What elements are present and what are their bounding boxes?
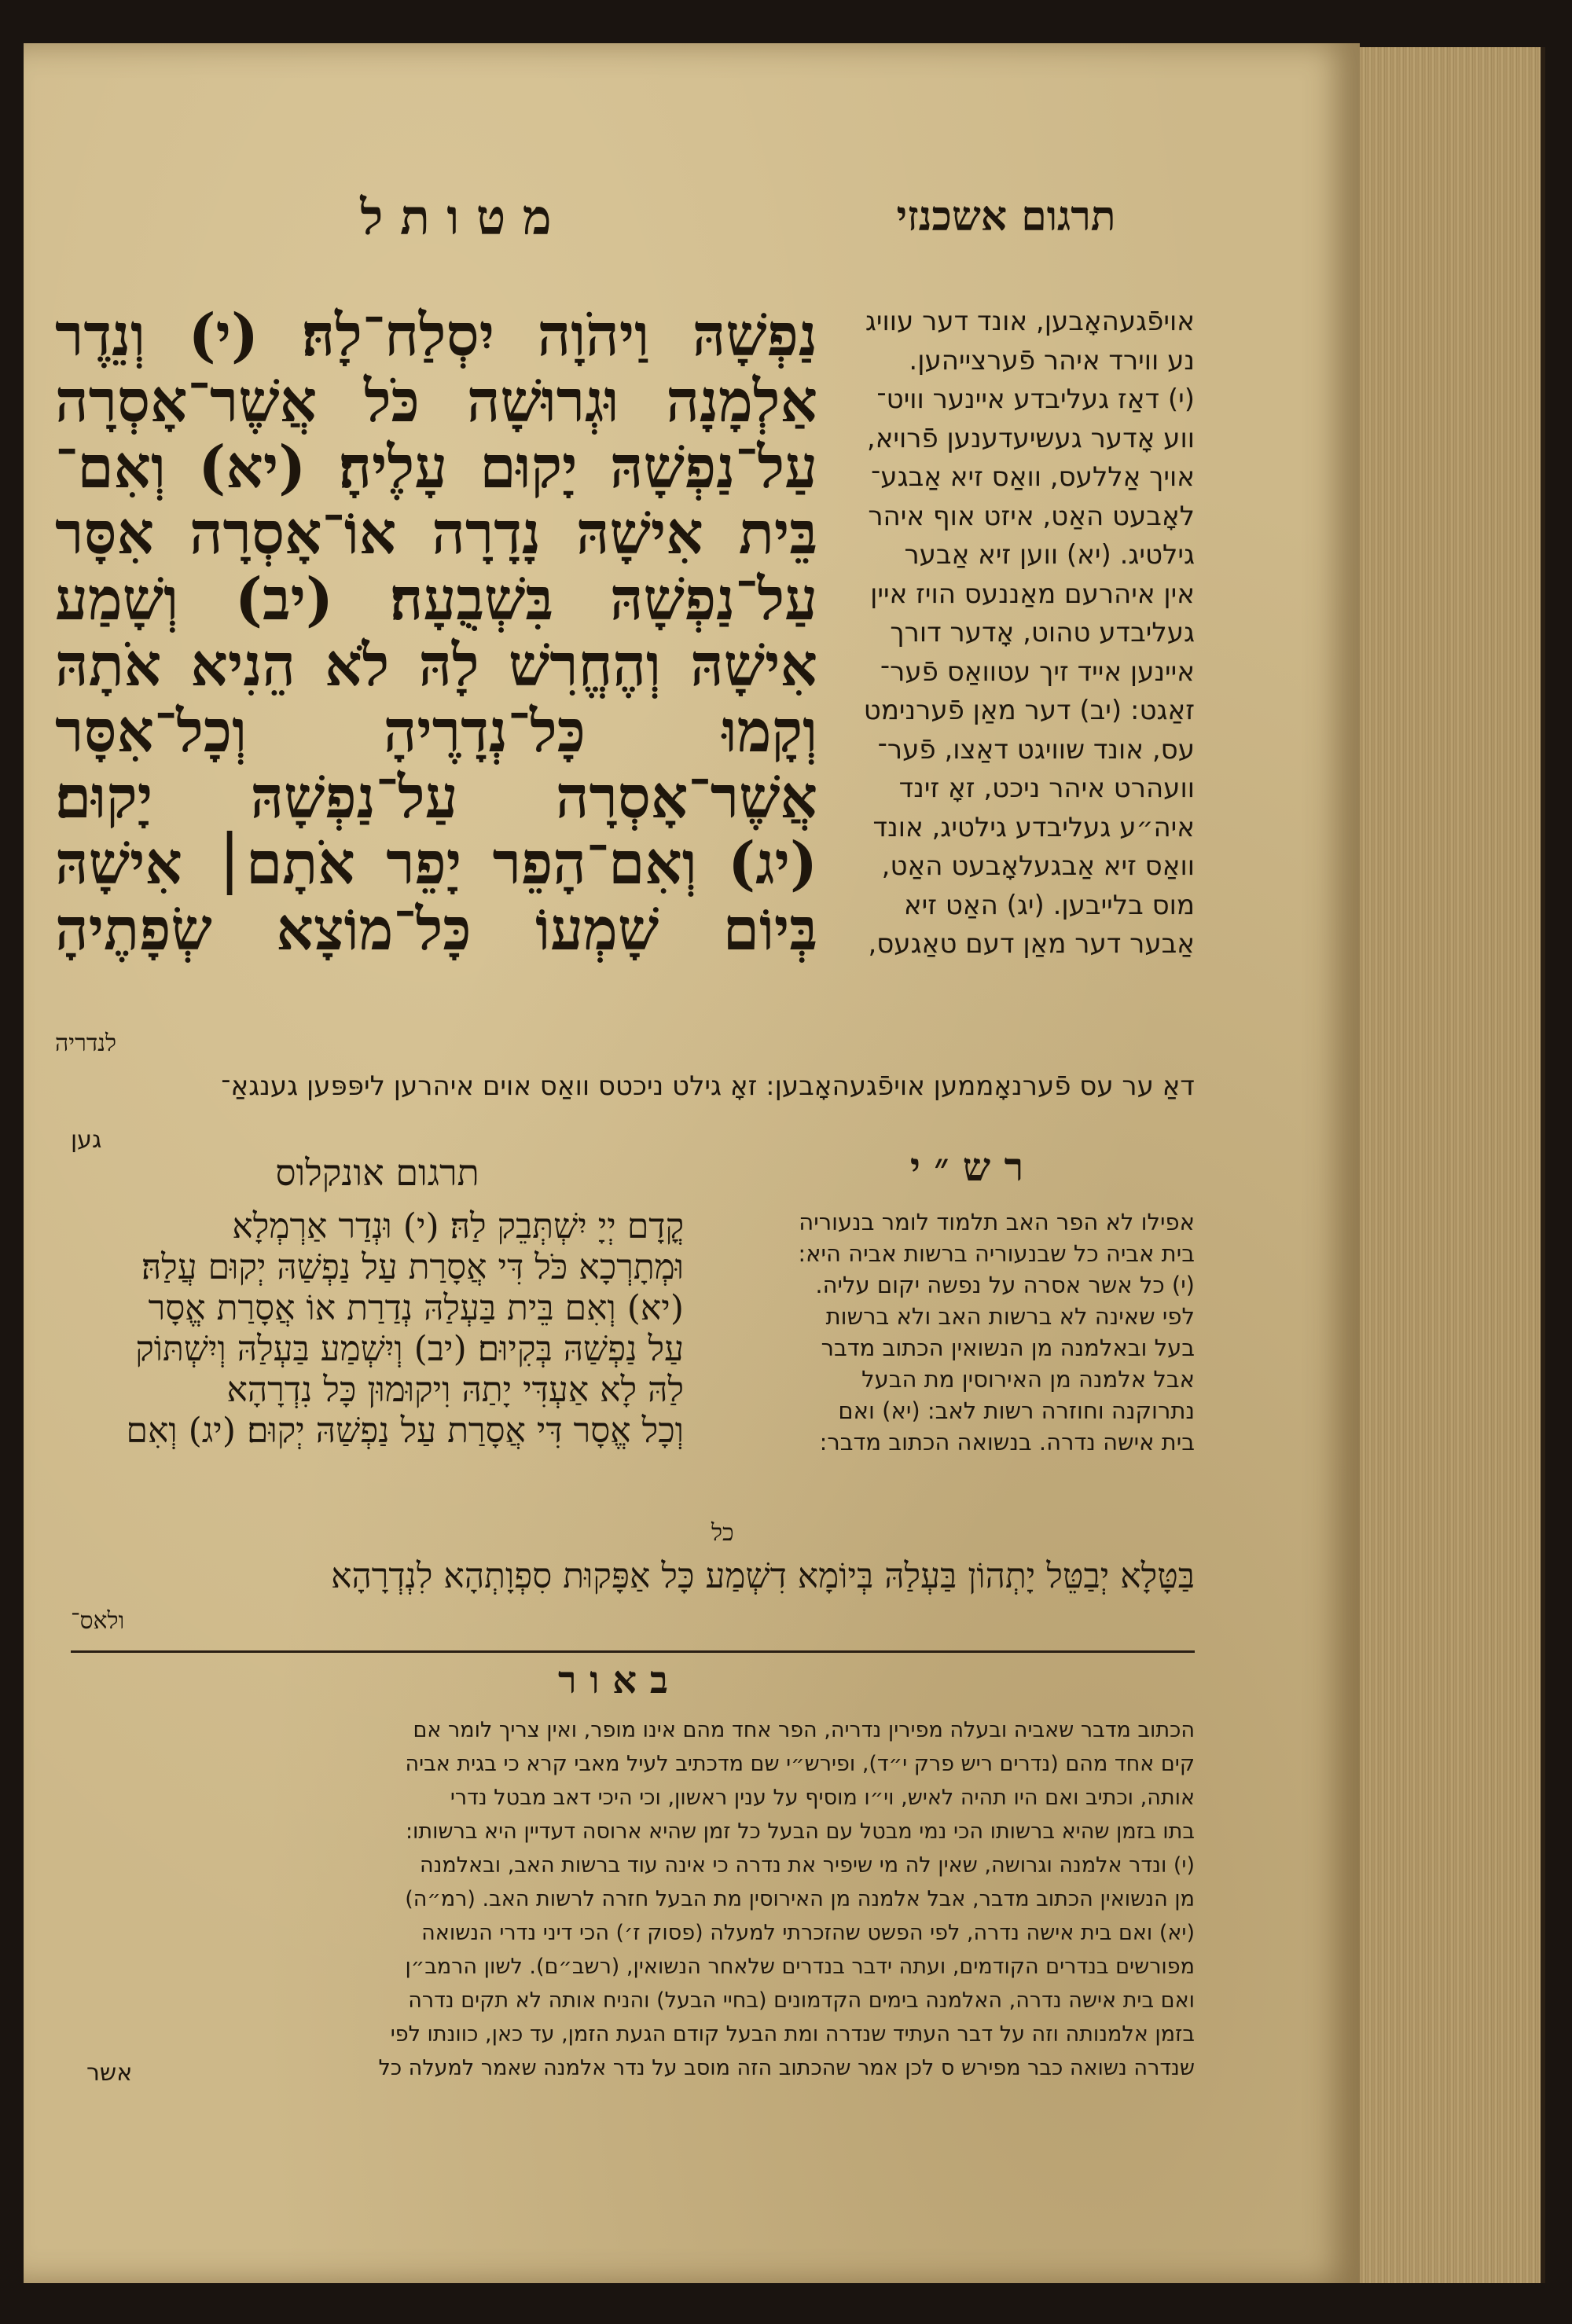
yiddish-full-width-line: דאַ ער עס פֿערנאָממען אויפֿגעהאָבען: זאָ גילט ניכטס וואַס אוים איהרען ליפּפּען גענגאַ־ [221, 1070, 1195, 1102]
book-page [24, 43, 1360, 2283]
onkelos-header: תרגום אונקלוס [275, 1151, 479, 1194]
onkelos-line: עַל נַפְשַׁהּ בְּקִיוּם׃ (יב) וְיִשְׁמַע בַּעְלַהּ וְיִשְׁתּוֹק [135, 1329, 684, 1369]
rashi-text [707, 1206, 1195, 1458]
biur-line: מפורשים בנדרים הקודמים, ועתה ידבר בנדרים שלאחר הנשואין, (רשב״ם). לשון הרמב״ן [405, 1955, 1195, 1979]
yiddish-line: וועהרט איהר ניכט, זאָ זינד [898, 773, 1195, 804]
rashi-line: נתרוקנה וחוזרה רשות לאב: (יא) ואם [838, 1397, 1195, 1424]
onkelos-line: (יא) וְאִם בֵּית בַּעְלַהּ נְדַרַת אוֹ אֲסָרַת אֱסָר [148, 1288, 684, 1328]
targum-ashkenazi-text [833, 303, 1195, 964]
yiddish-line: זאַגט: (יב) דער מאַן פֿערנימט [863, 695, 1195, 726]
yiddish-line: אַבער דער מאַן דעם טאַגעס, [868, 928, 1195, 960]
torah-text [55, 303, 817, 963]
onkelos-line: לַהּ לָא אַעְדִּי יָתַהּ וִיקוּמוּן כָּל נִדְרָהָא [226, 1370, 684, 1410]
torah-catchword: לנדריה [55, 1030, 117, 1057]
torah-line: אִישָׁהּ וְהֶחֱרִשׁ לָהּ לֹא הֵנִיא אֹתָהּ [55, 633, 817, 699]
biur-line: בזמן אלמנותה וזה על דבר העתיד שנדרה ומת הבעל קודם הגעת הזמן, עד כאן, כוונתו לפי [390, 2022, 1195, 2047]
book-fore-edge [1360, 47, 1545, 2283]
biur-line: הכתוב מדבר שאביה ובעלה מפירין נדריה, הפר אחד מהם אינו מופר, ואין צריך לומר אם [413, 1718, 1195, 1742]
onkelos-catchword: ולאס־ [71, 1607, 125, 1635]
yiddish-line: וואַס זיא אַבגעלאָבעט האַט, [881, 850, 1195, 882]
yiddish-line: ווע אָדער געשיעדענען פֿרויא, [866, 422, 1195, 454]
biur-text [71, 1713, 1195, 2085]
onkelos-text [55, 1206, 684, 1452]
rashi-line: (י) כל אשר אסרה על נפשה יקום עליה. [815, 1272, 1195, 1298]
torah-header: מ ט ו ת ל [360, 189, 552, 246]
yiddish-line: איה״ע געליבדע גילטיג, אונד [872, 811, 1195, 843]
torah-line: נַפְשָׁהּ וַיהֹוָה יִסְלַח־לָהּ׃ (י) וְנֵדֶר [55, 303, 817, 369]
biur-line: קים אחד מהם (נדרים ריש פרק י״ד), ופירש״י שם מדכתיב לעיל מאבי קרא כי בגית אביה [405, 1752, 1195, 1776]
biur-line: שנדרה נשואה כבר מפירש ס לכן אמר שהכתוב הזה מוסב על נדר אלמנה שאמר למעלה כל [378, 2056, 1195, 2080]
rashi-header: ר ש ״ י [909, 1144, 1024, 1190]
yiddish-line: גילטיג. (יא) ווען זיא אַבער [904, 539, 1195, 571]
yiddish-line: לאָבעט האַט, איזט אוף איהר [868, 500, 1195, 532]
torah-line: אֲשֶׁר־אָסְרָה עַל־נַפְשָׁהּ יָקוּם׃ [55, 765, 817, 831]
rashi-line: בעל ובאלמנה מן הנשואין הכתוב מדבר [821, 1335, 1195, 1361]
torah-line: אַלְמָנָה וּגְרוּשָׁה כֹּל אֲשֶׁר־אָסְרָה [55, 369, 817, 435]
rule-line [71, 1650, 1195, 1653]
biur-line: (יא) ואם בית אישה נדרה, לפי הפשט שהזכרתי למעלה (פסוק ז׳) הכי דיני נדרי הנשואה [421, 1921, 1195, 1945]
rashi-line: בית אביה כל שבנעוריה ברשות אביה היא: [798, 1240, 1195, 1267]
biur-line: בתו בזמן שהיא ברשותו הכי נמי מבטל עם הבעל כל זמן שהיא ארוסה דעדיין היא ברשותו: [405, 1819, 1195, 1844]
rashi-line: אפילו לא הפר האב תלמוד לומר בנעוריה [799, 1209, 1195, 1235]
torah-line: (יג) וְאִם־הָפֵר יָפֵר אֹתָם׀ אִישָׁהּ [55, 831, 817, 897]
torah-line: עַל־נַפְשָׁהּ יָקוּם עָלֶיהָ׃ (יא) וְאִם־ [55, 435, 817, 501]
yiddish-line: אויך אַללעס, וואַס זיא אַבגע־ [871, 461, 1195, 493]
onkelos-line: וּמְתָרְכָא כֹּל דִּי אֲסָרַת עַל נַפְשַׁהּ יְקוּם עֲלַהּ׃ [141, 1247, 684, 1287]
yiddish-line: (י) דאַז געליבדע איינער וויט־ [876, 384, 1195, 415]
yiddish-line: אין איהרעם מאַננעס הויז איין [870, 578, 1195, 610]
biur-header: ב א ו ר [558, 1658, 668, 1702]
biur-line: (י) ונדר אלמנה וגרושה, שאין לה מי שיפיר את נדרה כי אינה עוד ברשות האב, ובאלמנה [419, 1853, 1195, 1878]
rashi-catchword: כל [711, 1519, 734, 1547]
rashi-line: בית אישה נדרה. בנשואה הכתוב מדבר: [819, 1429, 1195, 1456]
onkelos-full-width-line: בַּטָּלָא יְבַטֵּל יָתְהוֹן בַּעְלַהּ בְּיוֹמָא דִשְׁמַע כָּל אַפָּקוּת סִפְוָתְהָא לִנְדְרָהָא [331, 1556, 1195, 1596]
biur-line: אותה, וכתיב ואם היו תהיה לאיש, וי״ו מוסיף על ענין ראשון, וכי היכי דאב מבטל נדרי [450, 1786, 1195, 1810]
yiddish-line: איינען אייד זיך עטוואַס פֿער־ [880, 655, 1195, 688]
yiddish-line: געליבדע טהוט, אָדער דורך [890, 617, 1195, 648]
torah-line: עַל־נַפְשָׁהּ בִּשְׁבֻעָה׃ (יב) וְשָׁמַע [55, 567, 817, 633]
biur-line: מן הנשואין הכתוב מדבר, אבל אלמנה מן האירוסין מת הבעל חזרה לרשות האב. (רמ״ה) [405, 1887, 1195, 1911]
yiddish-line: נע ווירד איהר פֿערצייהען. [909, 344, 1195, 376]
targum-ashkenazi-header: תרגום אשכנזי [896, 193, 1116, 240]
yiddish-line: עס, אונד שוויגט דאַצו, פֿער־ [877, 733, 1195, 765]
torah-line: בֵּית אִישָׁהּ נָדָרָה אוֹ־אָסְרָה אִסָּר [55, 501, 817, 567]
biur-catchword: אשר [86, 2059, 133, 2087]
yiddish-line: מוס בלייבען. (יג) האַט זיא [903, 889, 1195, 921]
biur-line: ואם בית אישה נדרה, האלמנה בימים הקדמונים (בחיי הבעל) והניח אותה לא תקים נדרה [408, 1988, 1195, 2013]
torah-line: בְּיוֹם שָׁמְעוֹ כָּל־מוֹצָא שְׂפָתֶיהָ [55, 897, 817, 963]
torah-line: וְקָמוּ כָּל־נְדָרֶיהָ וְכָל־אִסָּר [55, 699, 817, 765]
rashi-line: אבל אלמנה מן האירוסין מת הבעל [861, 1366, 1195, 1393]
yiddish-catchword: גען [71, 1126, 102, 1154]
yiddish-line: אויפֿגעהאָבען, אונד דער עוויג [865, 306, 1195, 337]
onkelos-line: קֳדָם יְיָ יִשְׁתְּבֵק לַהּ׃ (י) וּנְדַר אַרְמְלָא [232, 1206, 684, 1246]
onkelos-line: וְכָל אֱסָר דִּי אֲסָרַת עַל נַפְשַׁהּ יְקוּם׃ (יג) וְאִם [126, 1411, 684, 1451]
rashi-line: לפי שאינה לא ברשות האב ולא ברשות [825, 1303, 1195, 1330]
